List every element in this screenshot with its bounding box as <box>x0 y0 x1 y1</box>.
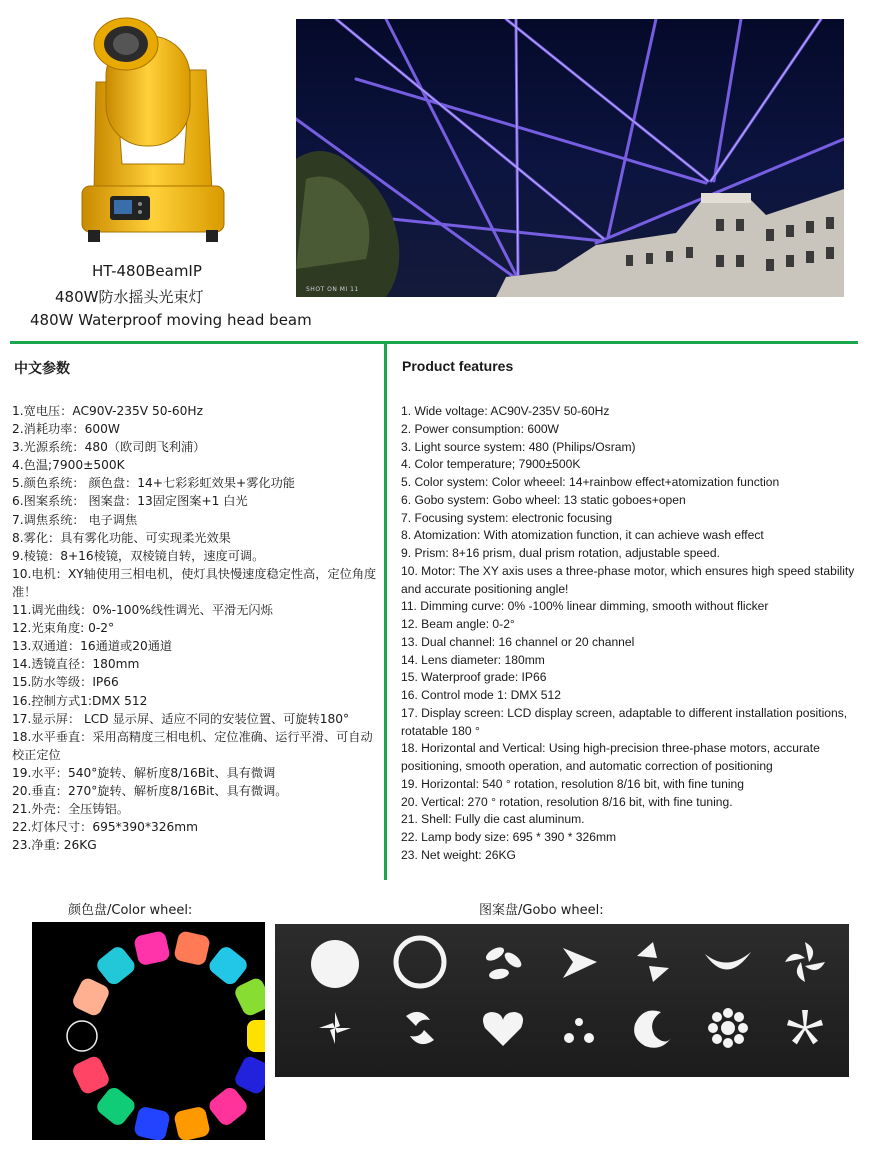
list-item: 19.水平：540°旋转、解析度8/16Bit、具有微调 <box>12 765 276 780</box>
gobo-leaves-icon <box>484 945 524 981</box>
color-slot <box>247 1020 265 1052</box>
list-item: 11. Dimming curve: 0% -100% linear dimming, smooth without flicker <box>401 599 769 614</box>
list-item: 23. Net weight: 26KG <box>401 847 516 862</box>
list-item: 4.色温;7900±500K <box>12 458 125 473</box>
color-slot <box>94 1085 138 1128</box>
list-item: 18.水平垂直：采用高精度三相电机、定位准确、运行平滑、可自动校正定位 <box>12 729 373 762</box>
list-item: 9. Prism: 8+16 prism, dual prism rotation, adjustable speed. <box>401 546 720 560</box>
list-item: 3.光源系统：480（欧司朗飞利浦） <box>12 440 206 455</box>
list-item: 21.外壳：全压铸铝。 <box>12 802 129 817</box>
gobo-ring-icon <box>396 938 444 986</box>
list-item: 10.电机：XY轴使用三相电机，使灯具快慢速度稳定性高，定位角度准！ <box>12 566 377 599</box>
gobo-swirl-icon <box>406 1012 434 1044</box>
list-item: 3. Light source system: 480 (Philips/Osram) <box>401 439 636 454</box>
color-slot <box>206 1085 250 1128</box>
gobo-wheel-illustration <box>275 924 849 1077</box>
list-item: 14.透镜直径：180mm <box>12 657 140 672</box>
product-title-en: 480W Waterproof moving head beam <box>30 311 312 329</box>
list-item: 7.调焦系统： 电子调焦 <box>12 512 138 527</box>
color-slot <box>94 944 138 987</box>
gobo-open-icon <box>311 940 359 988</box>
specs-zh-heading: 中文参数 <box>14 361 70 377</box>
gobo-wheel-image <box>275 924 849 1077</box>
color-slot <box>70 1054 111 1096</box>
list-item: 1.宽电压：AC90V-235V 50-60Hz <box>12 404 203 418</box>
list-item: 4. Color temperature; 7900±500K <box>401 457 581 472</box>
list-item: 10. Motor: The XY axis uses a three-phase motor, which ensures high speed stability and accurate positioning angle! <box>401 563 855 596</box>
beam-show-photo <box>296 19 844 297</box>
list-item: 21. Shell: Fully die cast aluminum. <box>401 812 585 827</box>
color-slot <box>233 1054 265 1096</box>
list-item: 8. Atomization: With atomization function, it can achieve wash effect <box>401 528 764 543</box>
list-item: 7. Focusing system: electronic focusing <box>401 510 613 525</box>
gobo-moon-icon <box>634 1011 671 1048</box>
color-slot <box>233 976 265 1018</box>
list-item: 5.颜色系统： 颜色盘：14+七彩彩虹效果+雾化功能 <box>12 476 295 491</box>
list-item: 17.显示屏： LCD 显示屏、适应不同的安装位置、可旋转180° <box>12 711 350 726</box>
section-divider-vertical <box>384 344 387 880</box>
specs-en-heading: Product features <box>402 358 514 374</box>
moving-head-illustration <box>78 14 228 246</box>
list-item: 5. Color system: Color wheeel: 14+rainbow effect+atomization function <box>401 475 780 489</box>
color-slot <box>173 930 211 966</box>
list-item: 16.控制方式1:DMX 512 <box>12 693 148 708</box>
list-item: 11.调光曲线：0%-100%线性调光、平滑无闪烁 <box>12 603 273 618</box>
color-wheel-illustration <box>32 922 265 1140</box>
gobo-asterisk-icon <box>787 1010 823 1044</box>
list-item: 13. Dual channel: 16 channel or 20 channel <box>401 634 635 649</box>
list-item: 20. Vertical: 270 ° rotation, resolution 8/16 bit, with fine tuning. <box>401 794 733 809</box>
list-item: 6. Gobo system: Gobo wheel: 13 static goboes+open <box>401 492 686 507</box>
list-item: 16. Control mode 1: DMX 512 <box>401 688 561 702</box>
list-item: 2.消耗功率：600W <box>12 422 120 437</box>
list-item: 15. Waterproof grade: IP66 <box>401 670 547 685</box>
list-item: 1. Wide voltage: AC90V-235V 50-60Hz <box>401 404 610 418</box>
gobo-heart-icon <box>483 1012 523 1046</box>
list-item: 6.图案系统： 图案盘：13固定图案+1 白光 <box>12 494 248 509</box>
list-item: 15.防水等级：IP66 <box>12 675 119 690</box>
specs-en-list <box>401 403 859 865</box>
list-item: 13.双通道：16通道或20通道 <box>12 639 173 654</box>
list-item: 2. Power consumption: 600W <box>401 421 559 436</box>
product-image <box>78 14 228 246</box>
list-item: 9.棱镜：8+16棱镜，双棱镜自转，速度可调。 <box>12 548 265 563</box>
color-slot <box>133 1106 171 1140</box>
beam-show-illustration <box>296 19 844 297</box>
color-slot <box>206 944 250 987</box>
photo-watermark: SHOT ON MI 11 <box>306 286 359 293</box>
color-slot <box>173 1106 211 1140</box>
gobo-crescent-icon <box>705 952 751 970</box>
section-divider-horizontal <box>10 341 858 344</box>
list-item: 19. Horizontal: 540 ° rotation, resolution 8/16 bit, with fine tuning <box>401 776 744 791</box>
gobo-triangle-icon <box>563 948 597 978</box>
gobo-blades-icon <box>637 942 669 982</box>
list-item: 18. Horizontal and Vertical: Using high-precision three-phase motors, accurate positioning, smooth operation, and automatic correction of positioning <box>401 741 820 773</box>
product-title-zh: 480W防水摇头光束灯 <box>55 288 204 306</box>
gobo-flower-icon <box>708 1008 748 1048</box>
product-model: HT-480BeamIP <box>92 262 202 280</box>
list-item: 8.雾化：具有雾化功能、可实现柔光效果 <box>12 530 231 545</box>
color-wheel-image <box>32 922 265 1140</box>
color-slot-open <box>67 1021 97 1051</box>
color-slot <box>70 976 111 1018</box>
gobo-spiral-icon <box>785 942 825 982</box>
color-slot <box>133 930 171 966</box>
gobo-stars-icon <box>564 1018 594 1043</box>
list-item: 23.净重: 26KG <box>12 838 97 853</box>
gobo-pinwheel-icon <box>319 1012 351 1044</box>
list-item: 22. Lamp body size: 695 * 390 * 326mm <box>401 830 617 844</box>
list-item: 12.光束角度: 0-2° <box>12 621 115 636</box>
list-item: 12. Beam angle: 0-2° <box>401 617 515 631</box>
color-wheel-caption: 颜色盘/Color wheel: <box>68 903 193 918</box>
gobo-wheel-caption: 图案盘/Gobo wheel: <box>479 903 604 918</box>
list-item: 14. Lens diameter: 180mm <box>401 652 545 667</box>
list-item: 22.灯体尺寸：695*390*326mm <box>12 820 199 835</box>
list-item: 17. Display screen: LCD display screen, adaptable to different installation positions, rotatable 180 ° <box>401 705 848 738</box>
list-item: 20.垂直：270°旋转、解析度8/16Bit、具有微调。 <box>12 783 288 798</box>
specs-zh-list <box>12 402 384 854</box>
